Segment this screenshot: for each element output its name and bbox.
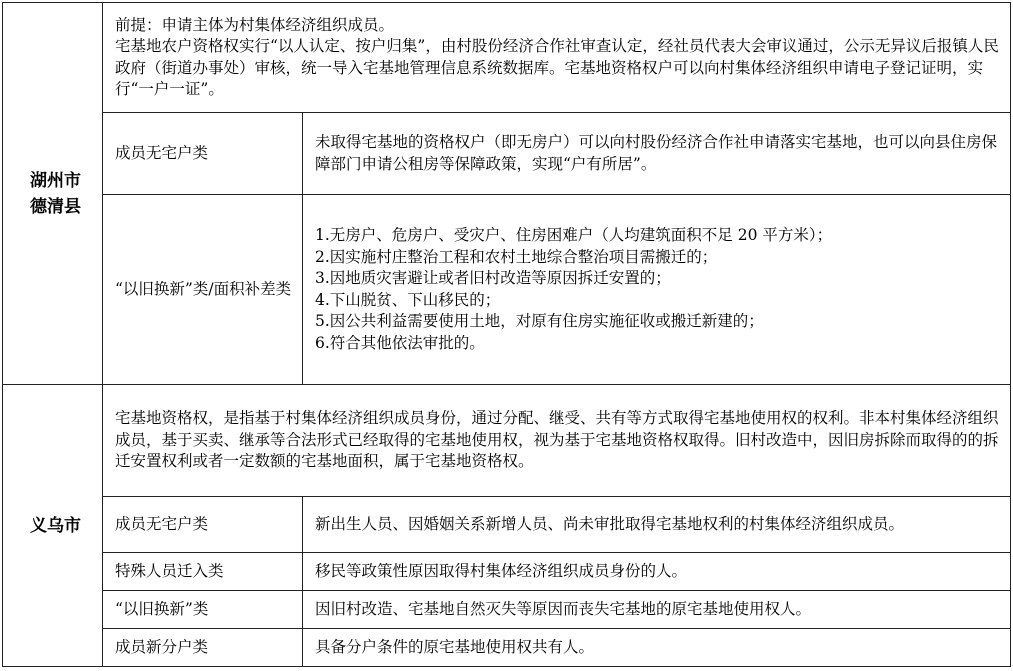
deqing-category-row — [3, 113, 1011, 195]
yiwu-cat2-label: 特殊人员迁入类 — [103, 553, 303, 591]
region-deqing-line1: 湖州市 — [30, 170, 81, 191]
region-deqing-line2: 德清县 — [30, 196, 81, 217]
list-item: 4.下山脱贫、下山移民的； — [315, 290, 501, 309]
list-item: 5.因公共利益需要使用土地，对原有住房实施征收或搬迁新建的； — [315, 312, 764, 330]
deqing-category-row — [3, 195, 1011, 385]
yiwu-intro-row — [3, 385, 1011, 497]
deqing-intro-text: 宅基地农户资格权实行“以人认定、按户归集”，由村股份经济合作社审查认定，经社员代表大会审议通过，公示无异议后报镇人民政府（街道办事处）审核，统一导入宅基地管理信息系统数据库。宅基地资格权户可以向村集体经济组织申请电子登记证明，实行“一户一证”。 — [115, 37, 999, 98]
deqing-cat1-text: 未取得宅基地的资格权户（即无房户）可以向村股份经济合作社申请落实宅基地，也可以向县住房保障部门申请公租房等保障政策，实现“户有所居”。 — [303, 113, 1011, 195]
list-item: 3.因地质灾害避让或者旧村改造等原因拆迁安置的； — [315, 269, 671, 287]
region-deqing — [3, 3, 103, 385]
yiwu-cat1-text: 新出生人员、因婚姻关系新增人员、尚未审批取得宅基地权利的村集体经济组织成员。 — [303, 497, 1011, 553]
yiwu-cat4-text: 具备分户条件的原宅基地使用权共有人。 — [303, 629, 1011, 667]
yiwu-intro-text: 宅基地资格权，是指基于村集体经济组织成员身份，通过分配、继受、共有等方式取得宅基地使用权的权利。非本村集体经济组织成员，基于买卖、继承等合法形式已经取得的宅基地使用权，视为基于宅基地资格权取得。旧村改造中，因旧房拆除而取得的的拆迁安置权利或者一定数额的宅基地面积，属于宅基地资格权。 — [103, 385, 1011, 497]
deqing-cat1-label: 成员无宅户类 — [103, 113, 303, 195]
list-item: 6.符合其他依法审批的。 — [315, 333, 485, 352]
yiwu-cat4-label: 成员新分户类 — [103, 629, 303, 667]
deqing-cat2-label: “以旧换新”类/面积补差类 — [103, 195, 303, 385]
yiwu-cat3-label: “以旧换新”类 — [103, 591, 303, 629]
list-item: 1.无房户、危房户、受灾户、住房困难户（人均建筑面积不足 20 平方米）； — [315, 226, 833, 244]
yiwu-cat3-text: 因旧村改造、宅基地自然灭失等原因而丧失宅基地的原宅基地使用权人。 — [303, 591, 1011, 629]
deqing-intro-row — [3, 3, 1011, 113]
yiwu-cat1-label: 成员无宅户类 — [103, 497, 303, 553]
deqing-cat2-list — [303, 195, 1011, 385]
deqing-intro-cell — [103, 3, 1011, 113]
policy-table — [2, 2, 1011, 667]
list-item: 2.因实施村庄整治工程和农村土地综合整治项目需搬迁的； — [315, 247, 718, 266]
yiwu-category-row — [3, 553, 1011, 591]
deqing-premise-text: 前提：申请主体为村集体经济组织成员。 — [115, 15, 395, 34]
yiwu-cat2-text: 移民等政策性原因取得村集体经济组织成员身份的人。 — [303, 553, 1011, 591]
yiwu-category-row — [3, 497, 1011, 553]
yiwu-category-row — [3, 591, 1011, 629]
yiwu-category-row — [3, 629, 1011, 667]
region-yiwu: 义乌市 — [3, 385, 103, 667]
